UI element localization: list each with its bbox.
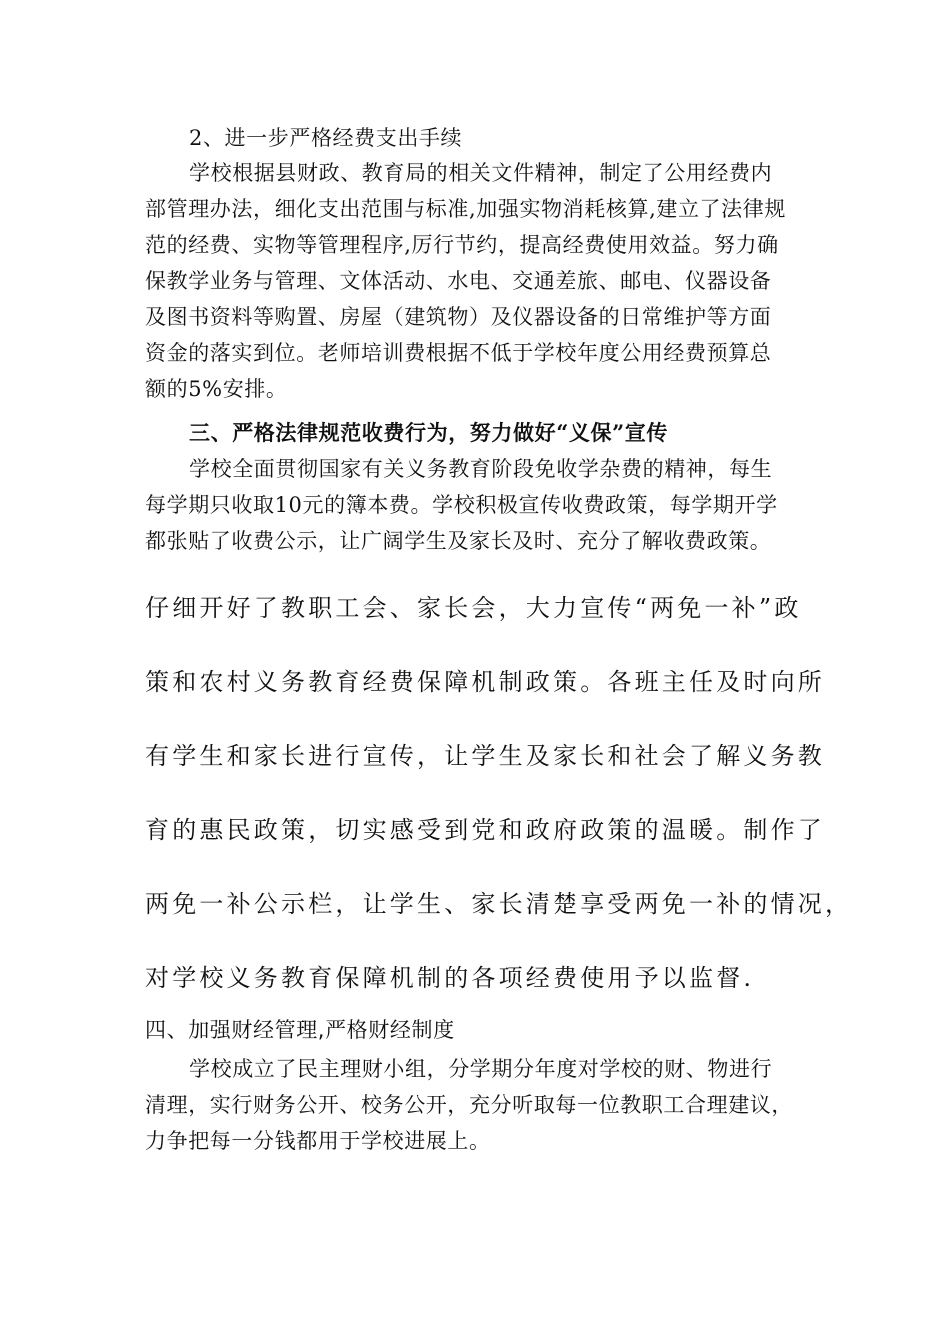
section-4-heading: 四、加强财经管理,严格财经制度 (145, 1018, 455, 1042)
paragraph-line-large: 有学生和家长进行宣传，让学生及家长和社会了解义务教 (145, 742, 825, 770)
paragraph-line: 学校根据县财政、教育局的相关文件精神，制定了公用经费内 (189, 161, 773, 185)
paragraph-line: 保教学业务与管理、文体活动、水电、交通差旅、邮电、仪器设备 (145, 269, 772, 293)
paragraph-line: 范的经费、实物等管理程序,厉行节约，提高经费使用效益。努力确 (145, 233, 779, 257)
paragraph-line: 学校全面贯彻国家有关义务教育阶段免收学杂费的精神，每生 (189, 457, 773, 481)
paragraph-line: 及图书资料等购置、房屋（建筑物）及仪器设备的日常维护等方面 (145, 305, 772, 329)
paragraph-line: 清理，实行财务公开、校务公开，充分听取每一位教职工合理建议， (145, 1093, 793, 1117)
paragraph-line: 资金的落实到位。老师培训费根据不低于学校年度公用经费预算总 (145, 341, 772, 365)
paragraph-line: 额的5%安排。 (145, 377, 288, 401)
section-3-heading: 三、严格法律规范收费行为，努力做好“义保”宣传 (189, 420, 668, 445)
paragraph-line-large: 对学校义务教育保障机制的各项经费使用予以监督. (145, 964, 755, 992)
paragraph-line: 都张贴了收费公示，让广阔学生及家长及时、充分了解收费政策。 (145, 529, 772, 553)
paragraph-line-large: 仔细开好了教职工会、家长会，大力宣传“两免一补”政 (145, 594, 802, 622)
paragraph-line-large: 育的惠民政策，切实感受到党和政府政策的温暖。制作了 (145, 816, 825, 844)
paragraph-line-large: 策和农村义务教育经费保障机制政策。各班主任及时向所 (145, 668, 825, 696)
paragraph-line: 学校成立了民主理财小组，分学期分年度对学校的财、物进行 (189, 1057, 773, 1081)
paragraph-line: 部管理办法，细化支出范围与标准,加强实物消耗核算,建立了法律规 (145, 197, 786, 221)
paragraph-line: 力争把每一分钱都用于学校进展上。 (145, 1129, 491, 1153)
paragraph-line-large: 两免一补公示栏，让学生、家长清楚享受两免一补的情况， (145, 890, 853, 918)
section-2-heading: 2、进一步严格经费支出手续 (189, 126, 463, 150)
paragraph-line: 每学期只收取10元的簿本费。学校积极宣传收费政策，每学期开学 (145, 493, 778, 517)
